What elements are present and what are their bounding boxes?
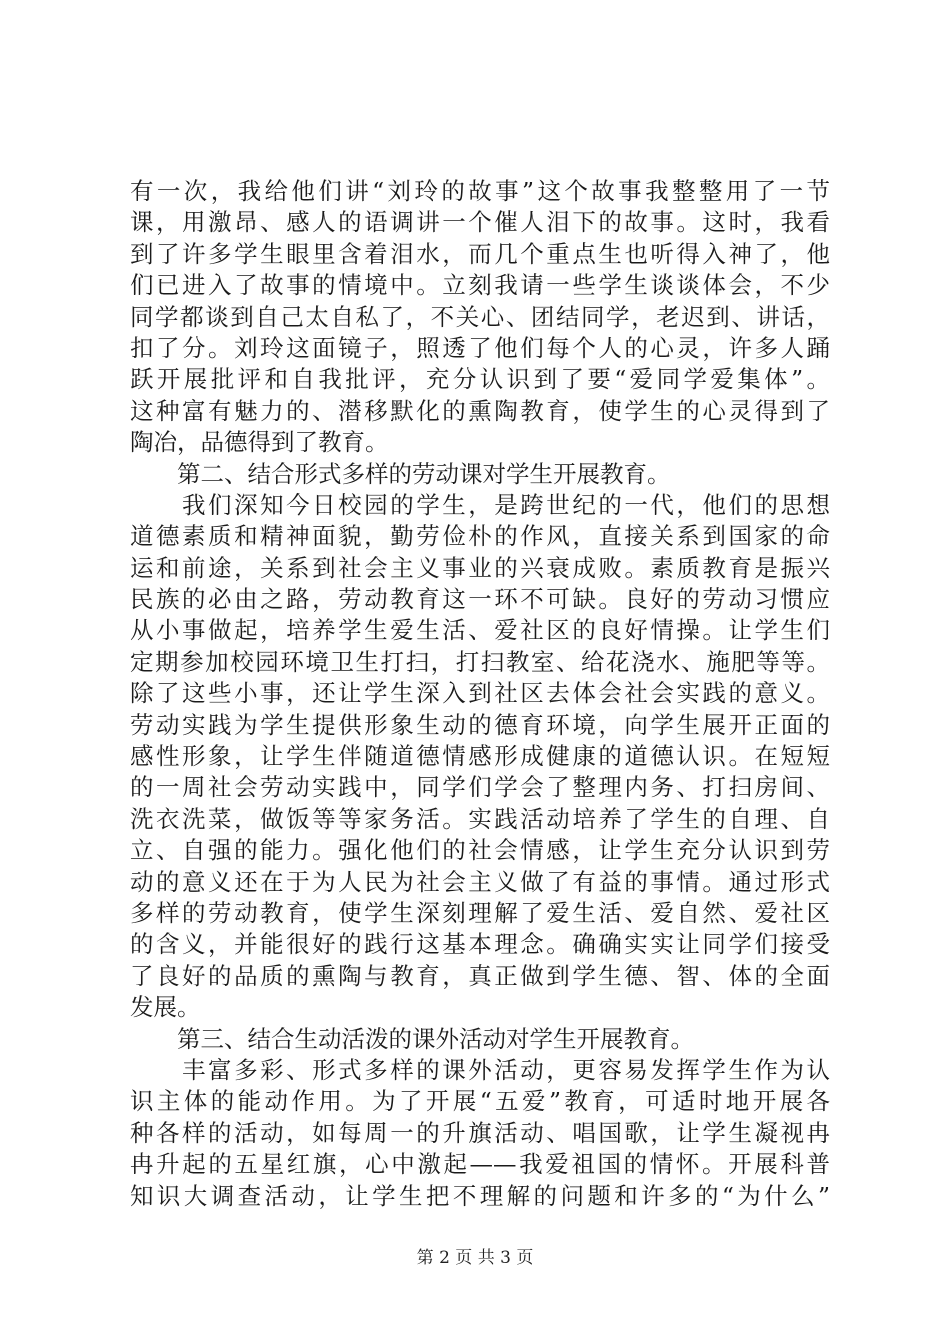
text-line: 到了许多学生眼里含着泪水，而几个重点生也听得入神了，他	[130, 239, 830, 268]
text-line: 洗衣洗菜，做饭等等家务活。实践活动培养了学生的自理、自	[130, 804, 830, 833]
text-line: 跃开展批评和自我批评，充分认识到了要“爱同学爱集体”。	[130, 365, 830, 394]
text-line: 的含义，并能很好的践行这基本理念。确确实实让同学们接受	[130, 930, 830, 959]
text-line: 定期参加校园环境卫生打扫，打扫教室、给花浇水、施肥等等。	[130, 647, 830, 676]
text-line: 知识大调查活动，让学生把不理解的问题和许多的“为什么”	[130, 1181, 830, 1210]
text-line: 冉升起的五星红旗，心中激起——我爱祖国的情怀。开展科普	[130, 1150, 830, 1179]
text-line: 丰富多彩、形式多样的课外活动，更容易发挥学生作为认	[130, 1055, 830, 1084]
text-line: 感性形象，让学生伴随道德情感形成健康的道德认识。在短短	[130, 742, 830, 771]
text-line: 除了这些小事，还让学生深入到社区去体会社会实践的意义。	[130, 679, 830, 708]
text-line: 这种富有魅力的、潜移默化的熏陶教育，使学生的心灵得到了	[130, 396, 830, 425]
text-line: 从小事做起，培养学生爱生活、爱社区的良好情操。让学生们	[130, 616, 830, 645]
text-line: 同学都谈到自己太自私了，不关心、团结同学，老迟到、讲话，	[130, 302, 830, 331]
page-footer: 第 2 页 共 3 页	[416, 1248, 534, 1268]
text-line: 民族的必由之路，劳动教育这一环不可缺。良好的劳动习惯应	[130, 585, 830, 614]
text-line: 多样的劳动教育，使学生深刻理解了爱生活、爱自然、爱社区	[130, 898, 830, 927]
text-line: 发展。	[130, 993, 201, 1022]
text-line: 我们深知今日校园的学生，是跨世纪的一代，他们的思想	[130, 490, 830, 519]
text-line: 们已进入了故事的情境中。立刻我请一些学生谈谈体会，不少	[130, 271, 830, 300]
text-line: 识主体的能动作用。为了开展“五爱”教育，可适时地开展各	[130, 1087, 830, 1116]
text-line: 运和前途，关系到社会主义事业的兴衰成败。素质教育是振兴	[130, 553, 830, 582]
text-line: 扣了分。刘玲这面镜子，照透了他们每个人的心灵，许多人踊	[130, 333, 830, 362]
text-line: 有一次，我给他们讲“刘玲的故事”这个故事我整整用了一节	[130, 177, 830, 205]
text-line: 了良好的品质的熏陶与教育，真正做到学生德、智、体的全面	[130, 961, 830, 990]
text-line: 劳动实践为学生提供形象生动的德育环境，向学生展开正面的	[130, 710, 830, 739]
text-line: 动的意义还在于为人民为社会主义做了有益的事情。通过形式	[130, 867, 830, 896]
body-text	[130, 176, 830, 1212]
text-line: 课，用激昂、感人的语调讲一个催人泪下的故事。这时，我看	[130, 208, 830, 237]
text-line: 第二、结合形式多样的劳动课对学生开展教育。	[130, 459, 671, 488]
text-line: 的一周社会劳动实践中，同学们学会了整理内务、打扫房间、	[130, 773, 830, 802]
text-line: 立、自强的能力。强化他们的社会情感，让学生充分认识到劳	[130, 836, 830, 865]
text-line: 陶冶，品德得到了教育。	[130, 428, 389, 457]
text-line: 第三、结合生动活泼的课外活动对学生开展教育。	[130, 1024, 694, 1053]
text-line: 种各样的活动，如每周一的升旗活动、唱国歌，让学生凝视冉	[130, 1118, 830, 1147]
text-line: 道德素质和精神面貌，勤劳俭朴的作风，直接关系到国家的命	[130, 522, 830, 551]
